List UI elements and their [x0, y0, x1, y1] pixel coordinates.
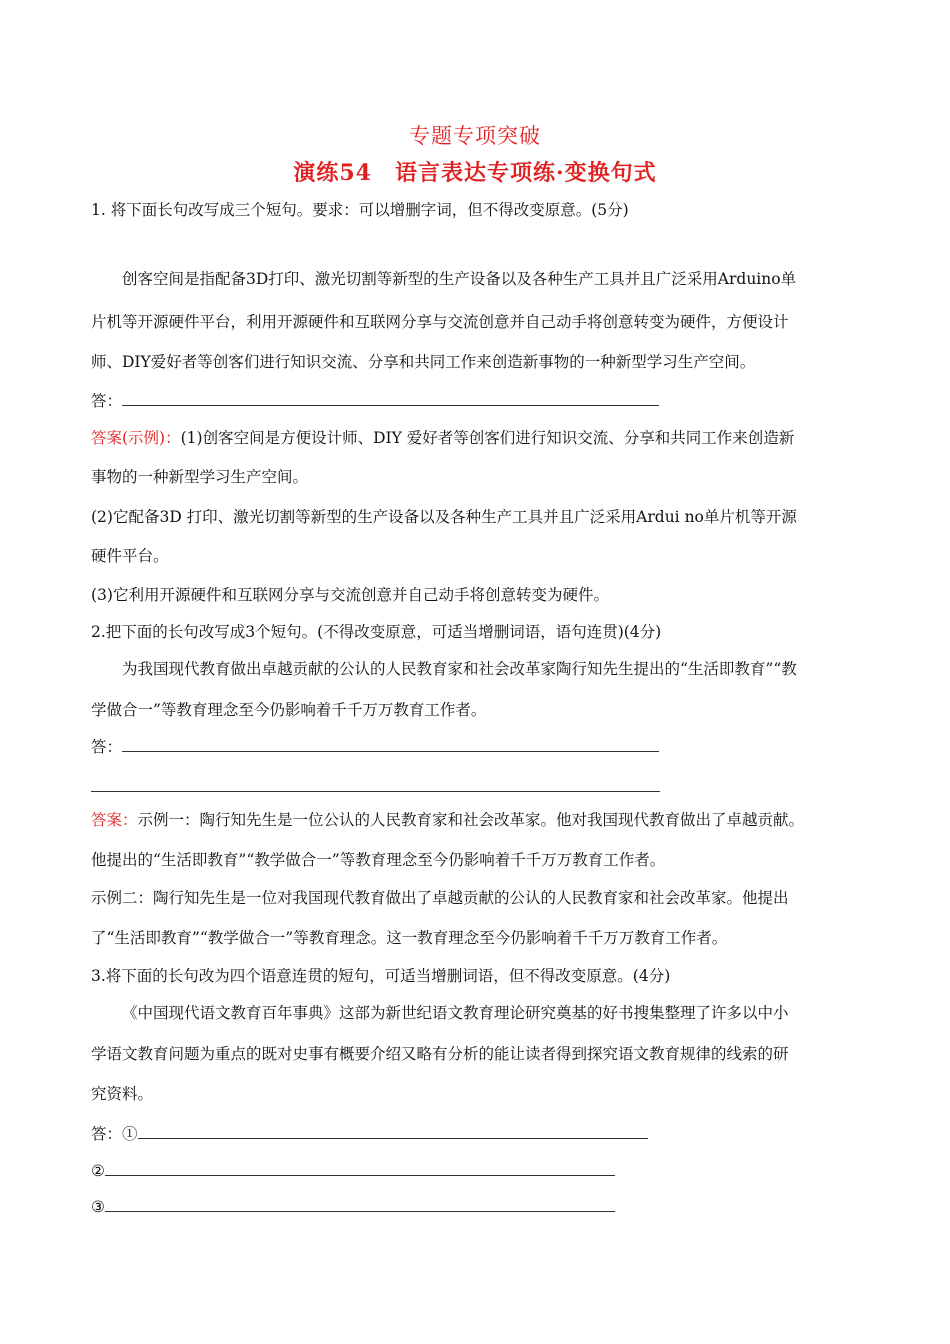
q2-answer-blank[interactable] — [122, 737, 659, 752]
q1-key-text: (1)创客空间是方便设计师、DIY 爱好者等创客们进行知识交流、分享和共同工作来创造新 — [180, 429, 795, 447]
q1-key-line: 硬件平台。 — [91, 547, 169, 565]
page-title: 专题专项突破 — [409, 124, 541, 148]
q2-passage-line: 学做合一”等教育理念至今仍影响着千千万万教育工作者。 — [91, 701, 487, 719]
q3-answer-blank-2[interactable] — [105, 1161, 615, 1176]
q2-key-label: 答案： — [91, 811, 138, 829]
q2-prompt: 2.把下面的长句改写成3个短句。(不得改变原意，可适当增删词语，语句连贯)(4分) — [91, 623, 662, 641]
q1-answer-blank[interactable] — [122, 391, 659, 406]
q3-passage-line: 学语文教育问题为重点的既对史事有概要介绍又略有分析的能让读者得到探究语文教育规律的线索的研 — [91, 1045, 789, 1063]
q3-marker-2: ② — [91, 1162, 105, 1180]
q2-key-line: 示例二：陶行知先生是一位对我国现代教育做出了卓越贡献的公认的人民教育家和社会改革家。他提出 — [91, 889, 789, 907]
q3-answer-label: 答： — [91, 1125, 123, 1143]
page-subtitle: 演练54 语言表达专项练·变换句式 — [293, 160, 657, 186]
q3-marker-3: ③ — [91, 1198, 105, 1216]
q1-key-line: 事物的一种新型学习生产空间。 — [91, 468, 309, 486]
q3-marker-1: ① — [122, 1125, 138, 1143]
q2-answer-row — [91, 737, 659, 757]
q3-passage-line: 究资料。 — [91, 1085, 154, 1103]
q2-key-line: 了“生活即教育”“教学做合一”等教育理念。这一教育理念至今仍影响着千千万万教育工作者。 — [91, 929, 728, 947]
q3-answer-row — [91, 1197, 615, 1217]
q3-answer-row — [91, 1161, 615, 1181]
q3-prompt: 3.将下面的长句改为四个语意连贯的短句，可适当增删词语，但不得改变原意。(4分) — [91, 967, 671, 985]
q1-key-line — [91, 428, 794, 448]
q3-answer-row — [91, 1124, 648, 1144]
q3-answer-blank-1[interactable] — [138, 1124, 648, 1139]
q1-passage-line: 创客空间是指配备3D打印、激光切割等新型的生产设备以及各种生产工具并且广泛采用Arduino单 — [122, 270, 797, 288]
q2-answer-label: 答： — [91, 738, 123, 756]
q2-key-line — [91, 810, 804, 830]
q1-key-line: (3)它利用开源硬件和互联网分享与交流创意并自己动手将创意转变为硬件。 — [91, 586, 609, 604]
q3-answer-blank-3[interactable] — [105, 1197, 615, 1212]
q1-passage-line: 师、DIY爱好者等创客们进行知识交流、分享和共同工作来创造新事物的一种新型学习生产空间。 — [91, 353, 756, 371]
q3-passage-line: 《中国现代语文教育百年事典》这部为新世纪语文教育理论研究奠基的好书搜集整理了许多以中小 — [122, 1004, 789, 1022]
q2-answer-blank-2[interactable] — [91, 791, 660, 792]
q2-passage-line: 为我国现代教育做出卓越贡献的公认的人民教育家和社会改革家陶行知先生提出的“生活即教育”“教 — [122, 660, 797, 678]
q2-key-text: 示例一：陶行知先生是一位公认的人民教育家和社会改革家。他对我国现代教育做出了卓越贡献。 — [137, 811, 805, 829]
q1-key-label: 答案(示例)： — [91, 429, 181, 447]
q2-key-line: 他提出的“生活即教育”“教学做合一”等教育理念至今仍影响着千千万万教育工作者。 — [91, 851, 666, 869]
q1-answer-label: 答： — [91, 392, 123, 410]
q1-answer-row — [91, 391, 659, 411]
q1-passage-line: 片机等开源硬件平台，利用开源硬件和互联网分享与交流创意并自己动手将创意转变为硬件，方便设计 — [91, 313, 789, 331]
q1-key-line: (2)它配备3D 打印、激光切割等新型的生产设备以及各种生产工具并且广泛采用Ardui no单片机等开源 — [91, 508, 797, 526]
q1-prompt: 1. 将下面长句改写成三个短句。要求：可以增删字词，但不得改变原意。(5分) — [91, 201, 629, 219]
